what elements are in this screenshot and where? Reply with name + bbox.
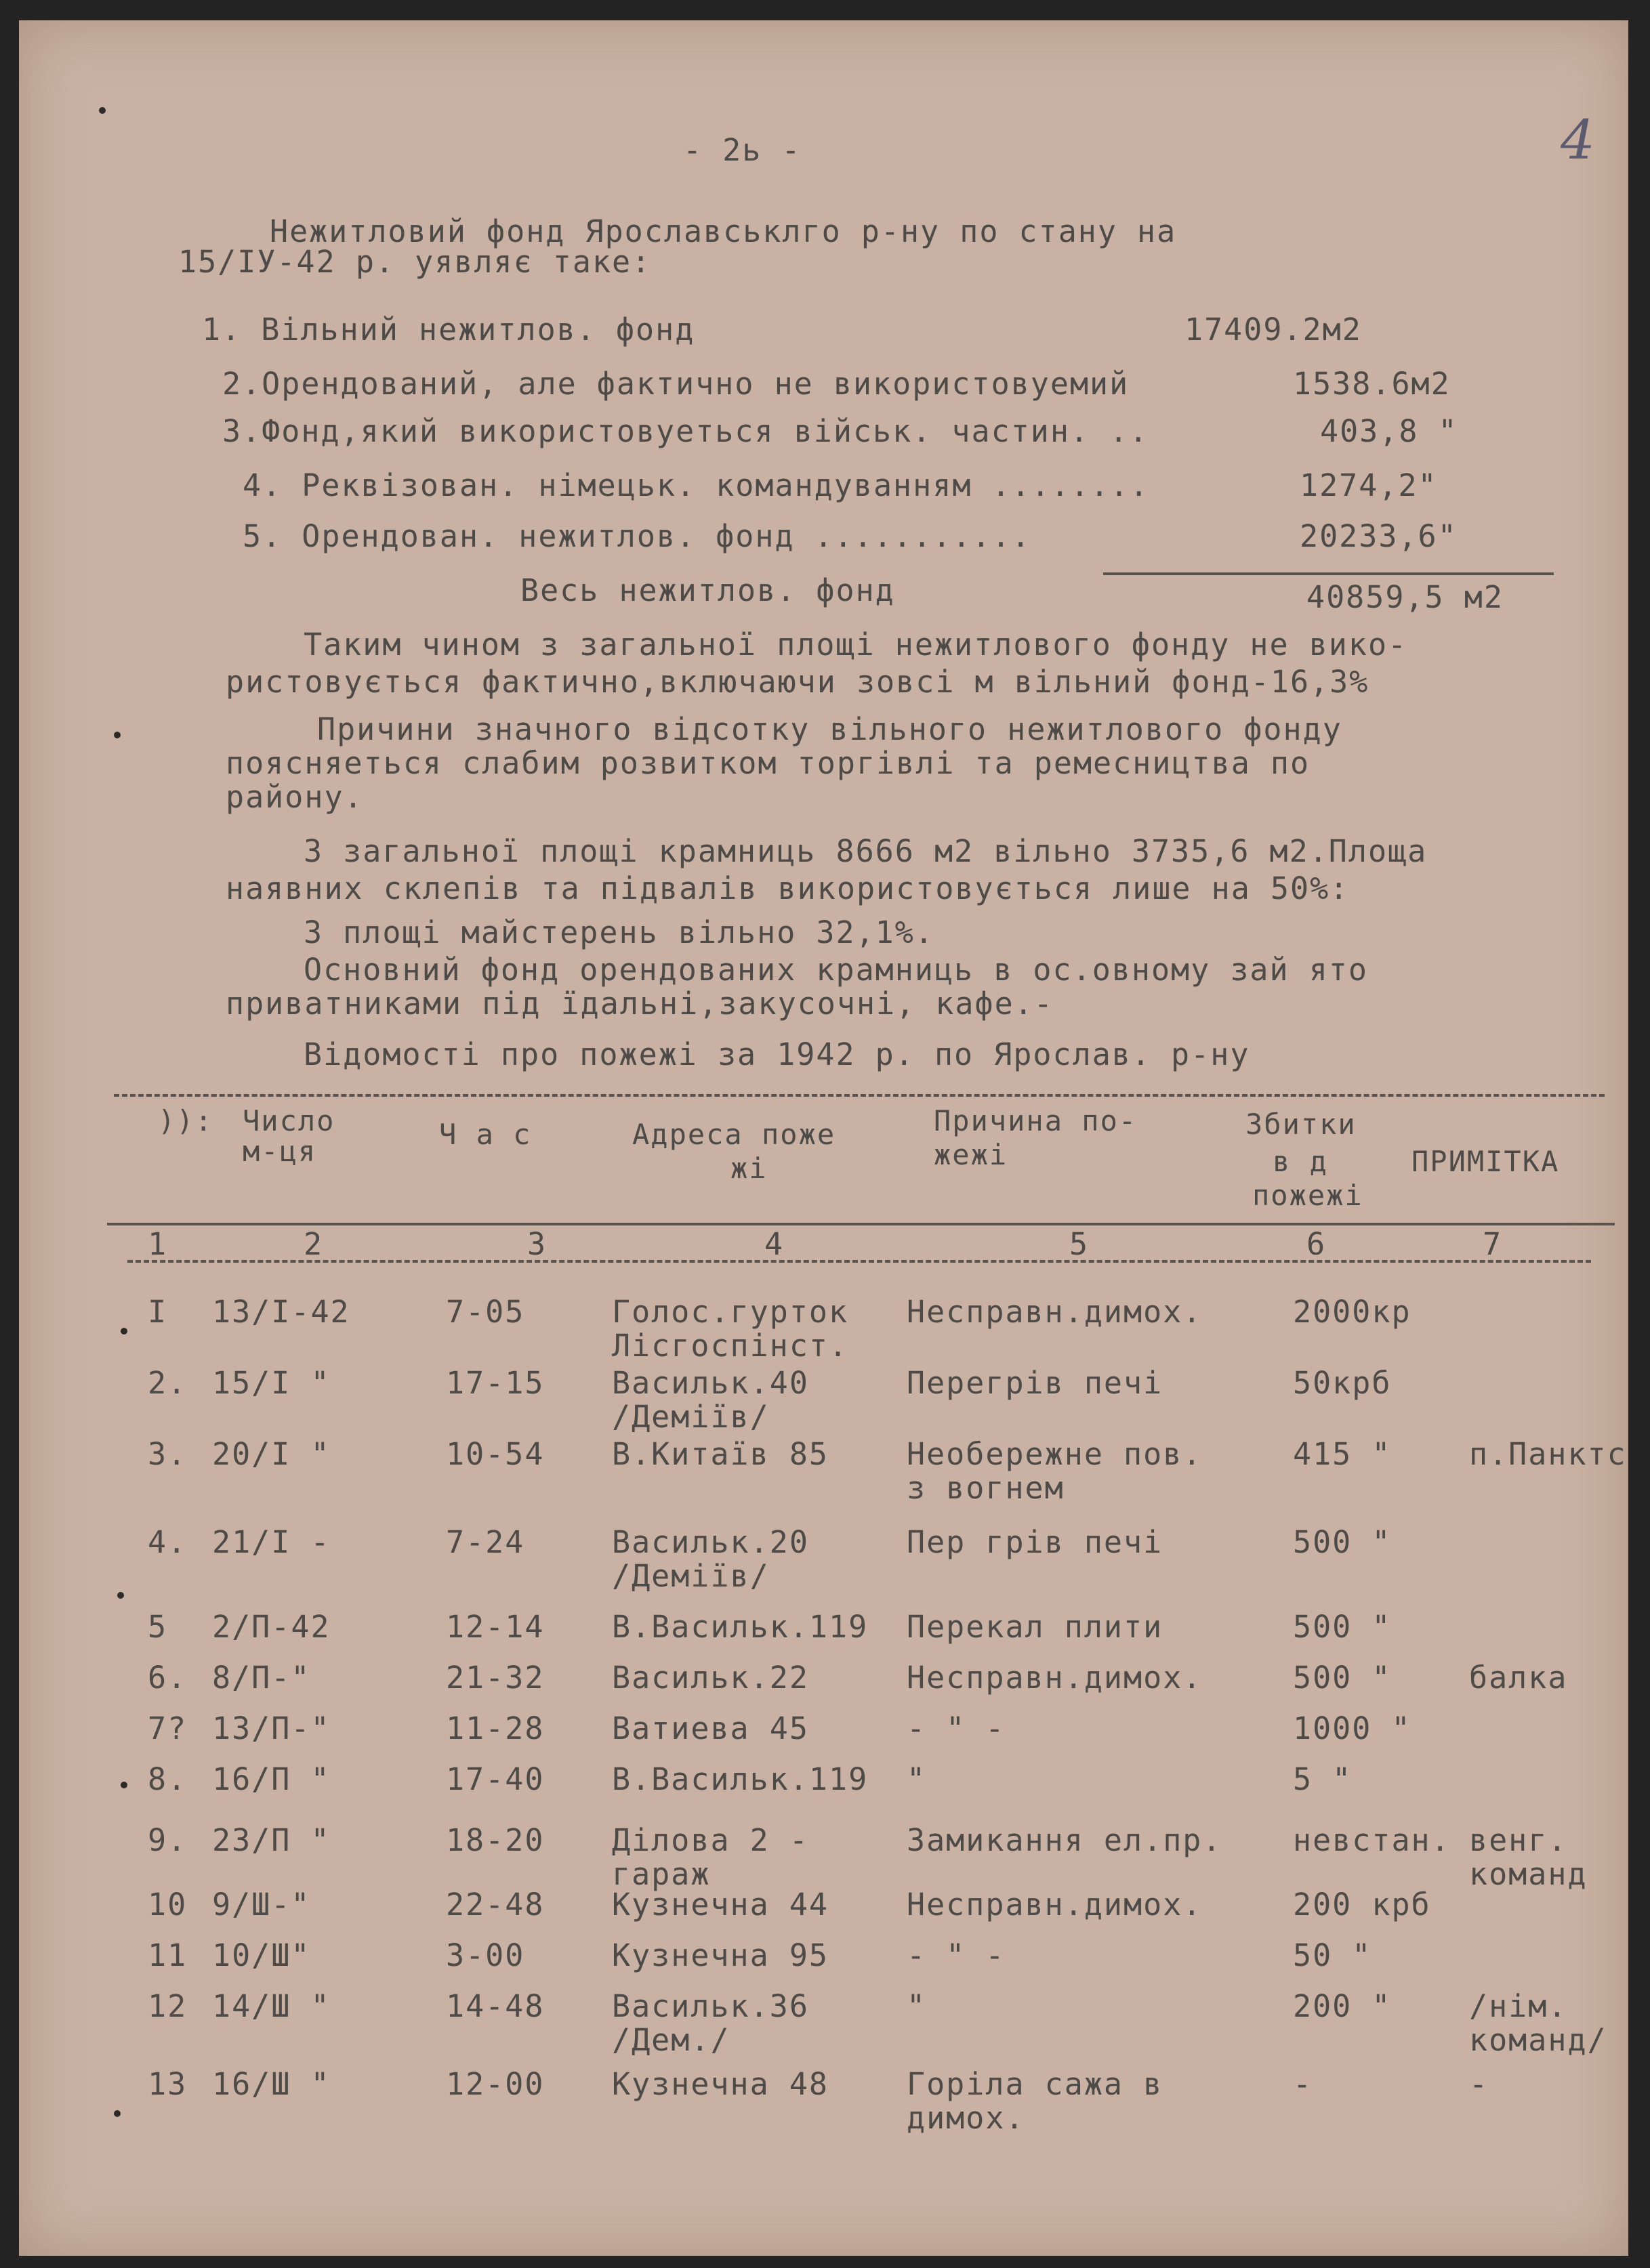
fund-item-label: 2.Орендований, але фактично не використовуемий	[222, 366, 1130, 402]
row-date-cell: 9/Ш-"	[212, 1887, 311, 1923]
paper-hole	[114, 2110, 121, 2117]
row-time-cell: 22-48	[446, 1887, 545, 1923]
row-cause-sub-cell: димох.	[907, 2100, 1025, 2136]
row-note-sub-cell: команд/	[1469, 2022, 1607, 2058]
row-address-sub-cell: /Деміїв/	[612, 1399, 770, 1435]
row-time-cell: 11-28	[446, 1710, 545, 1746]
row-address-cell: Васильк.36	[612, 1988, 809, 2024]
table-header-date: Число	[243, 1104, 335, 1137]
row-number-cell: 11	[148, 1937, 188, 1973]
row-address-cell: В.Васильк.119	[612, 1761, 869, 1797]
row-note-cell: балка	[1469, 1660, 1568, 1696]
column-number: 5	[1069, 1226, 1090, 1262]
row-address-cell: Ватиева 45	[612, 1710, 809, 1746]
table-caption: Відомості про пожежі за 1942 р. по Ярослав. р-ну	[304, 1036, 1250, 1072]
paragraph-line: ристовується фактично,включаючи зовсі м вільний фонд-16,3%	[226, 664, 1369, 700]
row-address-sub-cell: /Дем./	[612, 2022, 730, 2058]
row-time-cell: 17-40	[446, 1761, 545, 1797]
intro-line-2: 15/ІУ-42 р. уявляє таке:	[178, 244, 652, 280]
table-number-rule	[127, 1260, 1591, 1263]
row-address-sub-cell: гараж	[612, 1856, 711, 1892]
column-number: 2	[304, 1226, 324, 1262]
intro-line-1: Нежитловий фонд Ярославськлго р-ну по стану на	[270, 213, 1177, 249]
row-address-cell: Кузнечна 48	[612, 2066, 829, 2102]
row-date-cell: 15/I "	[212, 1365, 331, 1401]
paragraph-line: Основний фонд орендованих крамниць в ос.овному зай ято	[304, 952, 1368, 988]
row-address-cell: Васильк.22	[612, 1660, 809, 1696]
row-number-cell: 6.	[148, 1660, 188, 1696]
row-loss-cell: 50крб	[1293, 1365, 1392, 1401]
row-time-cell: 17-15	[446, 1365, 545, 1401]
total-label: Весь нежитлов. фонд	[520, 572, 895, 608]
fund-item-value: 403,8 "	[1320, 413, 1458, 449]
row-loss-cell: 500 "	[1293, 1609, 1392, 1645]
row-date-cell: 14/Ш "	[212, 1988, 331, 2024]
paragraph-line: Таким чином з загальної площі нежитлового фонду не вико-	[304, 627, 1408, 663]
row-cause-cell: Перегрів печі	[907, 1365, 1163, 1401]
paragraph-line: Причини значного відсотку вільного нежитлового фонду	[317, 711, 1342, 747]
row-note-cell: -	[1469, 2066, 1489, 2102]
row-number-cell: 7?	[148, 1710, 188, 1746]
row-date-cell: 13/П-"	[212, 1710, 331, 1746]
row-date-cell: 8/П-"	[212, 1660, 311, 1696]
row-loss-cell: 5 "	[1293, 1761, 1353, 1797]
table-header-rule	[107, 1223, 1615, 1225]
row-address-cell: Кузнечна 44	[612, 1887, 829, 1923]
table-header-loss: Збитки	[1245, 1108, 1357, 1141]
column-number: 7	[1483, 1226, 1503, 1262]
row-date-cell: 10/Ш"	[212, 1937, 311, 1973]
row-date-cell: 16/П "	[212, 1761, 331, 1797]
row-loss-cell: 500 "	[1293, 1524, 1392, 1560]
table-header-time: Ч а с	[439, 1118, 532, 1151]
row-note-cell: венг.	[1469, 1822, 1568, 1858]
fund-item-label: 5. Орендован. нежитлов. фонд ...........	[243, 518, 1031, 554]
row-cause-cell: - " -	[907, 1937, 1006, 1973]
row-address-sub-cell: /Деміїв/	[612, 1558, 770, 1594]
header-mark: - 2ь -	[683, 132, 802, 168]
row-cause-cell: Несправн.димох.	[907, 1294, 1203, 1330]
paragraph-line: приватниками під їдальні,закусочні, кафе.-	[226, 986, 1054, 1022]
row-address-cell: Васильк.40	[612, 1365, 809, 1401]
fund-item-label: 3.Фонд,який використовуеться військ. частин. ..	[222, 413, 1149, 449]
fund-item-value: 17409.2м2	[1184, 312, 1362, 348]
row-date-cell: 16/Ш "	[212, 2066, 331, 2102]
total-value: 40859,5 м2	[1306, 579, 1504, 615]
row-cause-cell: Несправн.димох.	[907, 1660, 1203, 1696]
archive-page	[19, 20, 1628, 2256]
row-time-cell: 21-32	[446, 1660, 545, 1696]
row-loss-cell: -	[1293, 2066, 1313, 2102]
row-address-sub-cell: Лісгоспінст.	[612, 1328, 849, 1364]
row-loss-cell: 50 "	[1293, 1937, 1372, 1973]
row-cause-cell: Замикання ел.пр.	[907, 1822, 1222, 1858]
row-date-cell: 21/I -	[212, 1524, 331, 1560]
row-time-cell: 3-00	[446, 1937, 525, 1973]
row-address-cell: В.Васильк.119	[612, 1609, 869, 1645]
row-address-cell: Ділова 2 -	[612, 1822, 809, 1858]
paper-hole	[99, 107, 106, 114]
row-time-cell: 12-00	[446, 2066, 545, 2102]
row-cause-cell: "	[907, 1988, 927, 2024]
column-number: 3	[527, 1226, 548, 1262]
paragraph-line: району.	[226, 779, 364, 815]
row-cause-cell: "	[907, 1761, 927, 1797]
row-address-cell: Голос.гурток	[612, 1294, 849, 1330]
table-header-cause-sub: жежі	[934, 1138, 1008, 1171]
row-cause-cell: Необережне пов.	[907, 1436, 1203, 1472]
row-address-cell: Кузнечна 95	[612, 1937, 829, 1973]
table-top-rule	[114, 1094, 1605, 1097]
row-number-cell: 5	[148, 1609, 168, 1645]
paper-hole	[117, 1592, 124, 1599]
row-time-cell: 10-54	[446, 1436, 545, 1472]
column-number: 4	[764, 1226, 785, 1262]
row-loss-cell: невстан.	[1293, 1822, 1451, 1858]
paper-hole	[121, 1782, 127, 1788]
row-loss-cell: 500 "	[1293, 1660, 1392, 1696]
fund-item-value: 20233,6"	[1300, 518, 1458, 554]
handwritten-page-number: 4	[1561, 108, 1595, 171]
column-number: 1	[148, 1226, 168, 1262]
table-header-loss-sub2: пожежі	[1252, 1179, 1363, 1212]
paper-hole	[121, 1328, 127, 1335]
row-number-cell: 9.	[148, 1822, 188, 1858]
row-number-cell: 3.	[148, 1436, 188, 1472]
fund-item-value: 1274,2"	[1300, 467, 1438, 503]
table-header-address-sub: жі	[730, 1152, 768, 1185]
fund-item-label: 1. Вільний нежитлов. фонд	[202, 312, 695, 348]
table-header-date-sub: м-ця	[243, 1135, 317, 1168]
fund-item-label: 4. Реквізован. німецьк. командуванням ........	[243, 467, 1150, 503]
row-time-cell: 7-24	[446, 1524, 525, 1560]
sum-underline	[1103, 572, 1554, 575]
row-date-cell: 2/П-42	[212, 1609, 331, 1645]
row-loss-cell: 415 "	[1293, 1436, 1392, 1472]
row-address-cell: Васильк.20	[612, 1524, 809, 1560]
table-header-note: ПРИМІТКА	[1411, 1145, 1560, 1178]
paragraph-line: З площі майстерень вільно 32,1%.	[304, 915, 934, 950]
row-loss-cell: 200 крб	[1293, 1887, 1431, 1923]
row-cause-cell: Несправн.димох.	[907, 1887, 1203, 1923]
row-time-cell: 12-14	[446, 1609, 545, 1645]
row-number-cell: 10	[148, 1887, 188, 1923]
table-header-loss-sub: в д	[1273, 1145, 1328, 1178]
row-time-cell: 14-48	[446, 1988, 545, 2024]
paragraph-line: поясняеться слабим розвитком торгівлі та ремесництва по	[226, 745, 1311, 781]
row-number-cell: 4.	[148, 1524, 188, 1560]
table-header-number: )):	[158, 1104, 213, 1137]
row-time-cell: 7-05	[446, 1294, 525, 1330]
table-header-cause: Причина по-	[934, 1104, 1138, 1137]
row-date-cell: 20/I "	[212, 1436, 331, 1472]
row-cause-cell: Перекал плити	[907, 1609, 1163, 1645]
paper-hole	[114, 732, 121, 738]
row-time-cell: 18-20	[446, 1822, 545, 1858]
row-date-cell: 23/П "	[212, 1822, 331, 1858]
row-loss-cell: 2000кр	[1293, 1294, 1411, 1330]
paragraph-line: наявних склепів та підвалів використовується лише на 50%:	[226, 870, 1350, 906]
row-note-cell: п.Панктс	[1469, 1436, 1627, 1472]
row-loss-cell: 1000 "	[1293, 1710, 1411, 1746]
row-number-cell: 8.	[148, 1761, 188, 1797]
row-cause-cell: - " -	[907, 1710, 1006, 1746]
row-address-cell: В.Китаїв 85	[612, 1436, 829, 1472]
row-note-sub-cell: команд	[1469, 1856, 1588, 1892]
row-note-cell: /нім.	[1469, 1988, 1568, 2024]
row-loss-cell: 200 "	[1293, 1988, 1392, 2024]
fund-item-value: 1538.6м2	[1293, 366, 1451, 402]
row-number-cell: I	[148, 1294, 168, 1330]
row-number-cell: 13	[148, 2066, 188, 2102]
row-number-cell: 2.	[148, 1365, 188, 1401]
paragraph-line: З загальної площі крамниць 8666 м2 вільно 3735,6 м2.Площа	[304, 833, 1428, 869]
row-number-cell: 12	[148, 1988, 188, 2024]
column-number: 6	[1306, 1226, 1327, 1262]
row-cause-cell: Пер грів печі	[907, 1524, 1163, 1560]
row-cause-sub-cell: з вогнем	[907, 1470, 1065, 1506]
table-header-address: Адреса поже	[632, 1118, 836, 1151]
row-date-cell: 13/I-42	[212, 1294, 350, 1330]
row-cause-cell: Горіла сажа в	[907, 2066, 1163, 2102]
